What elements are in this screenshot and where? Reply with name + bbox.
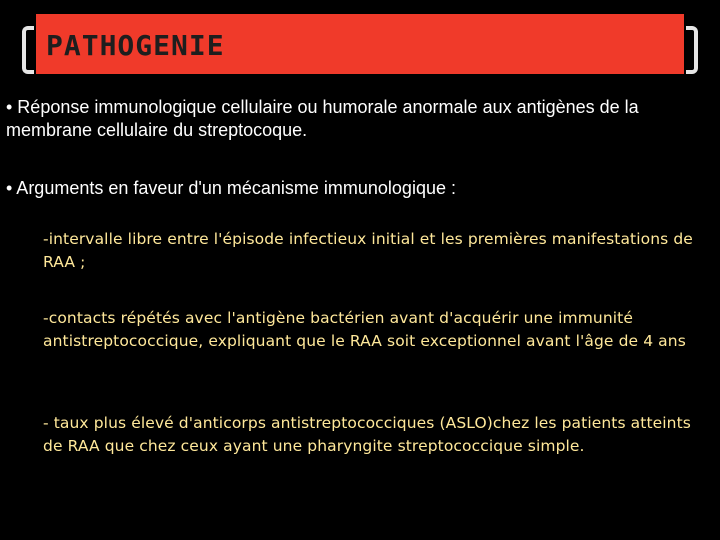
bullet-arguments: • Arguments en faveur d'un mécanisme immunologique : [6, 178, 456, 198]
sub-item-free-interval: -intervalle libre entre l'épisode infectieux initial et les premières manifestations de RAA ; [43, 230, 693, 271]
title-bracket-left [22, 26, 34, 74]
sub-item-aslo-levels: - taux plus élevé d'anticorps antistreptococciques (ASLO)chez les patients atteints de RAA que chez ceux ayant une pharyngite streptococcique simple. [43, 414, 691, 455]
title-bracket-right [686, 26, 698, 74]
bullet-immune-response: • Réponse immunologique cellulaire ou humorale anormale aux antigènes de la membrane cellulaire du streptocoque. [6, 97, 639, 140]
slide-title: PATHOGENIE [46, 29, 225, 62]
title-banner [36, 14, 684, 74]
sub-item-repeated-contacts: -contacts répétés avec l'antigène bactérien avant d'acquérir une immunité antistreptococcique, expliquant que le RAA soit exceptionnel avant l'âge de 4 ans [43, 309, 686, 350]
